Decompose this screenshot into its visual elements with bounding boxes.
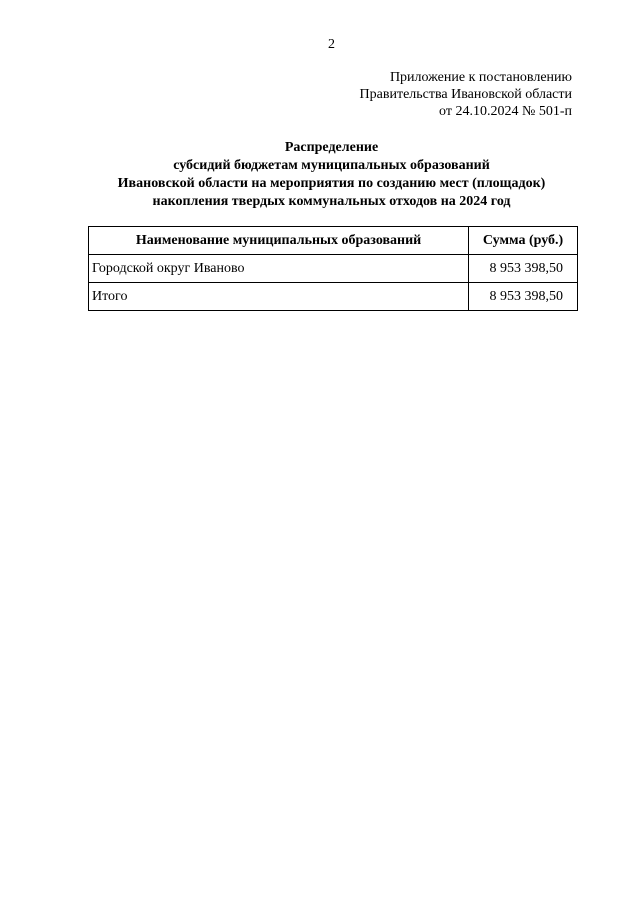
title-line-3: Ивановской области на мероприятия по созданию мест (площадок) xyxy=(117,176,546,191)
allocation-table xyxy=(88,226,578,311)
appendix-line-2: Правительства Ивановской области xyxy=(359,87,572,102)
title-line-2: субсидий бюджетам муниципальных образований xyxy=(173,158,490,173)
total-label: Итого xyxy=(89,283,469,311)
column-header-name: Наименование муниципальных образований xyxy=(89,227,469,255)
document-title xyxy=(80,139,583,211)
total-sum: 8 953 398,50 xyxy=(469,283,578,311)
row-sum: 8 953 398,50 xyxy=(469,255,578,283)
table-header-row xyxy=(89,227,578,255)
table-row xyxy=(89,255,578,283)
appendix-line-3: от 24.10.2024 № 501-п xyxy=(439,104,572,119)
column-header-sum: Сумма (руб.) xyxy=(469,227,578,255)
table-row-total xyxy=(89,283,578,311)
appendix-note xyxy=(360,69,572,120)
page-number: 2 xyxy=(328,37,335,52)
appendix-line-1: Приложение к постановлению xyxy=(389,70,572,85)
row-municipality-name: Городской округ Иваново xyxy=(89,255,469,283)
title-line-4: накопления твердых коммунальных отходов на 2024 год xyxy=(152,194,511,209)
title-line-1: Распределение xyxy=(284,140,379,155)
